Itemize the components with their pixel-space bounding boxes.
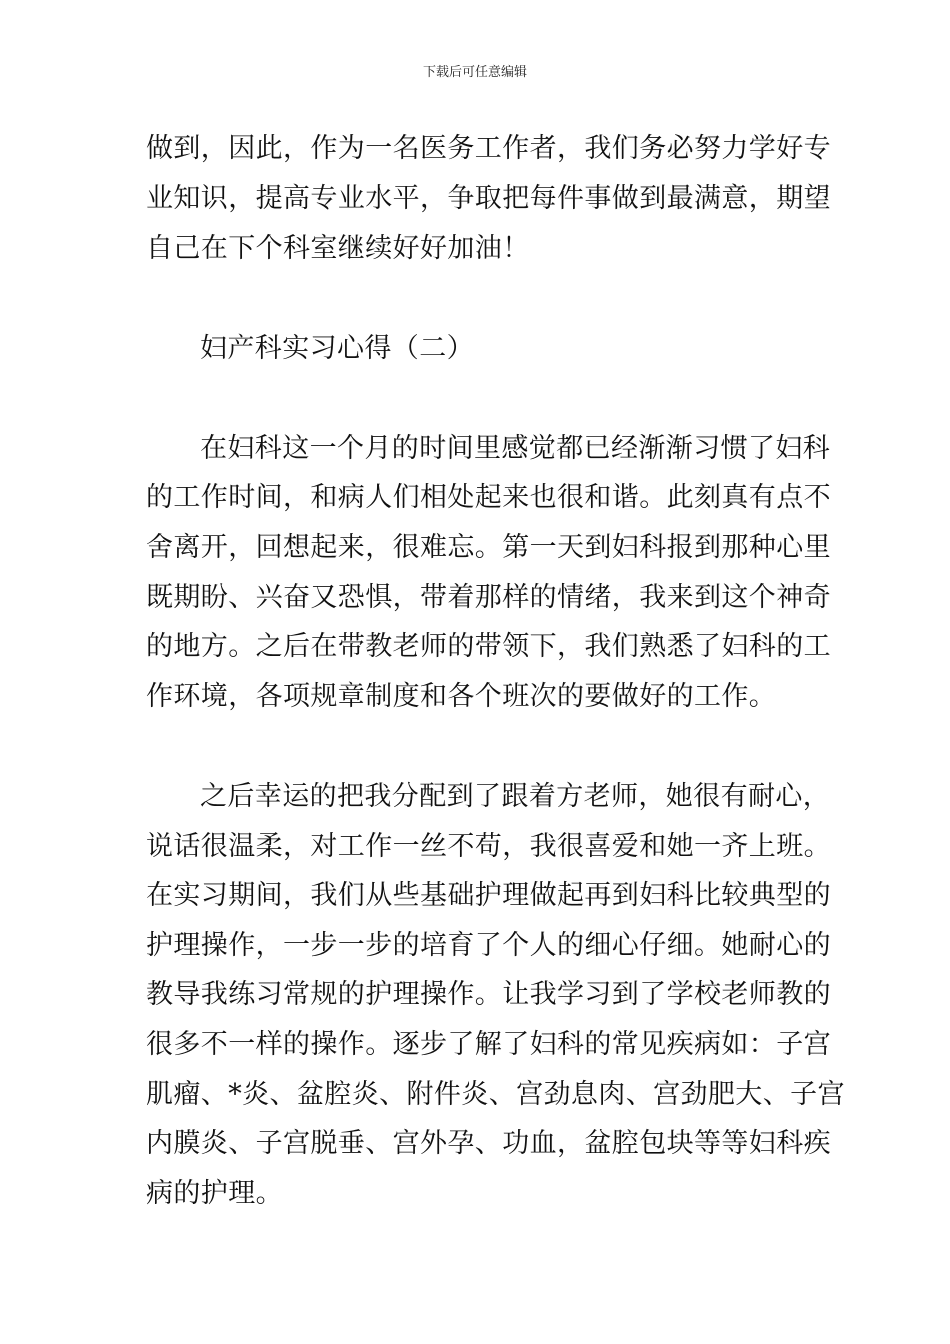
paragraph-line: 既期盼、兴奋又恐惧，带着那样的情绪，我来到这个神奇	[146, 582, 831, 613]
paragraph-line: 教导我练习常规的护理操作。让我学习到了学校老师教的	[146, 979, 831, 1010]
paragraph-line: 之后幸运的把我分配到了跟着方老师，她很有耐心，	[200, 781, 831, 812]
paragraph-line: 肌瘤、*炎、盆腔炎、附件炎、宫劲息肉、宫劲肥大、子宫	[146, 1079, 845, 1110]
paragraph-line: 业知识，提高专业水平，争取把每件事做到最满意，期望	[146, 183, 831, 214]
paragraph-line: 的工作时间，和病人们相处起来也很和谐。此刻真有点不	[146, 482, 831, 513]
page-header-note: 下载后可任意编辑	[422, 65, 527, 80]
paragraph-line: 做到，因此，作为一名医务工作者，我们务必努力学好专	[146, 133, 831, 164]
section-title: 妇产科实习心得（二）	[200, 333, 474, 364]
paragraph-line: 的地方。之后在带教老师的带领下，我们熟悉了妇科的工	[146, 631, 831, 662]
paragraph-line: 内膜炎、子宫脱垂、宫外孕、功血，盆腔包块等等妇科疾	[146, 1128, 831, 1159]
paragraph-line: 作环境，各项规章制度和各个班次的要做好的工作。	[146, 681, 777, 712]
paragraph-line: 舍离开，回想起来，很难忘。第一天到妇科报到那种心里	[146, 532, 831, 563]
paragraph-line: 在妇科这一个月的时间里感觉都已经渐渐习惯了妇科	[200, 433, 831, 464]
paragraph-line: 病的护理。	[146, 1178, 283, 1209]
paragraph-line: 说话很温柔，对工作一丝不苟，我很喜爱和她一齐上班。	[146, 831, 831, 862]
paragraph-line: 护理操作，一步一步的培育了个人的细心仔细。她耐心的	[146, 930, 831, 961]
paragraph-line: 自己在下个科室继续好好加油！	[146, 233, 530, 264]
paragraph-line: 在实习期间，我们从些基础护理做起再到妇科比较典型的	[146, 880, 831, 911]
paragraph-line: 很多不一样的操作。逐步了解了妇科的常见疾病如：子宫	[146, 1029, 831, 1060]
